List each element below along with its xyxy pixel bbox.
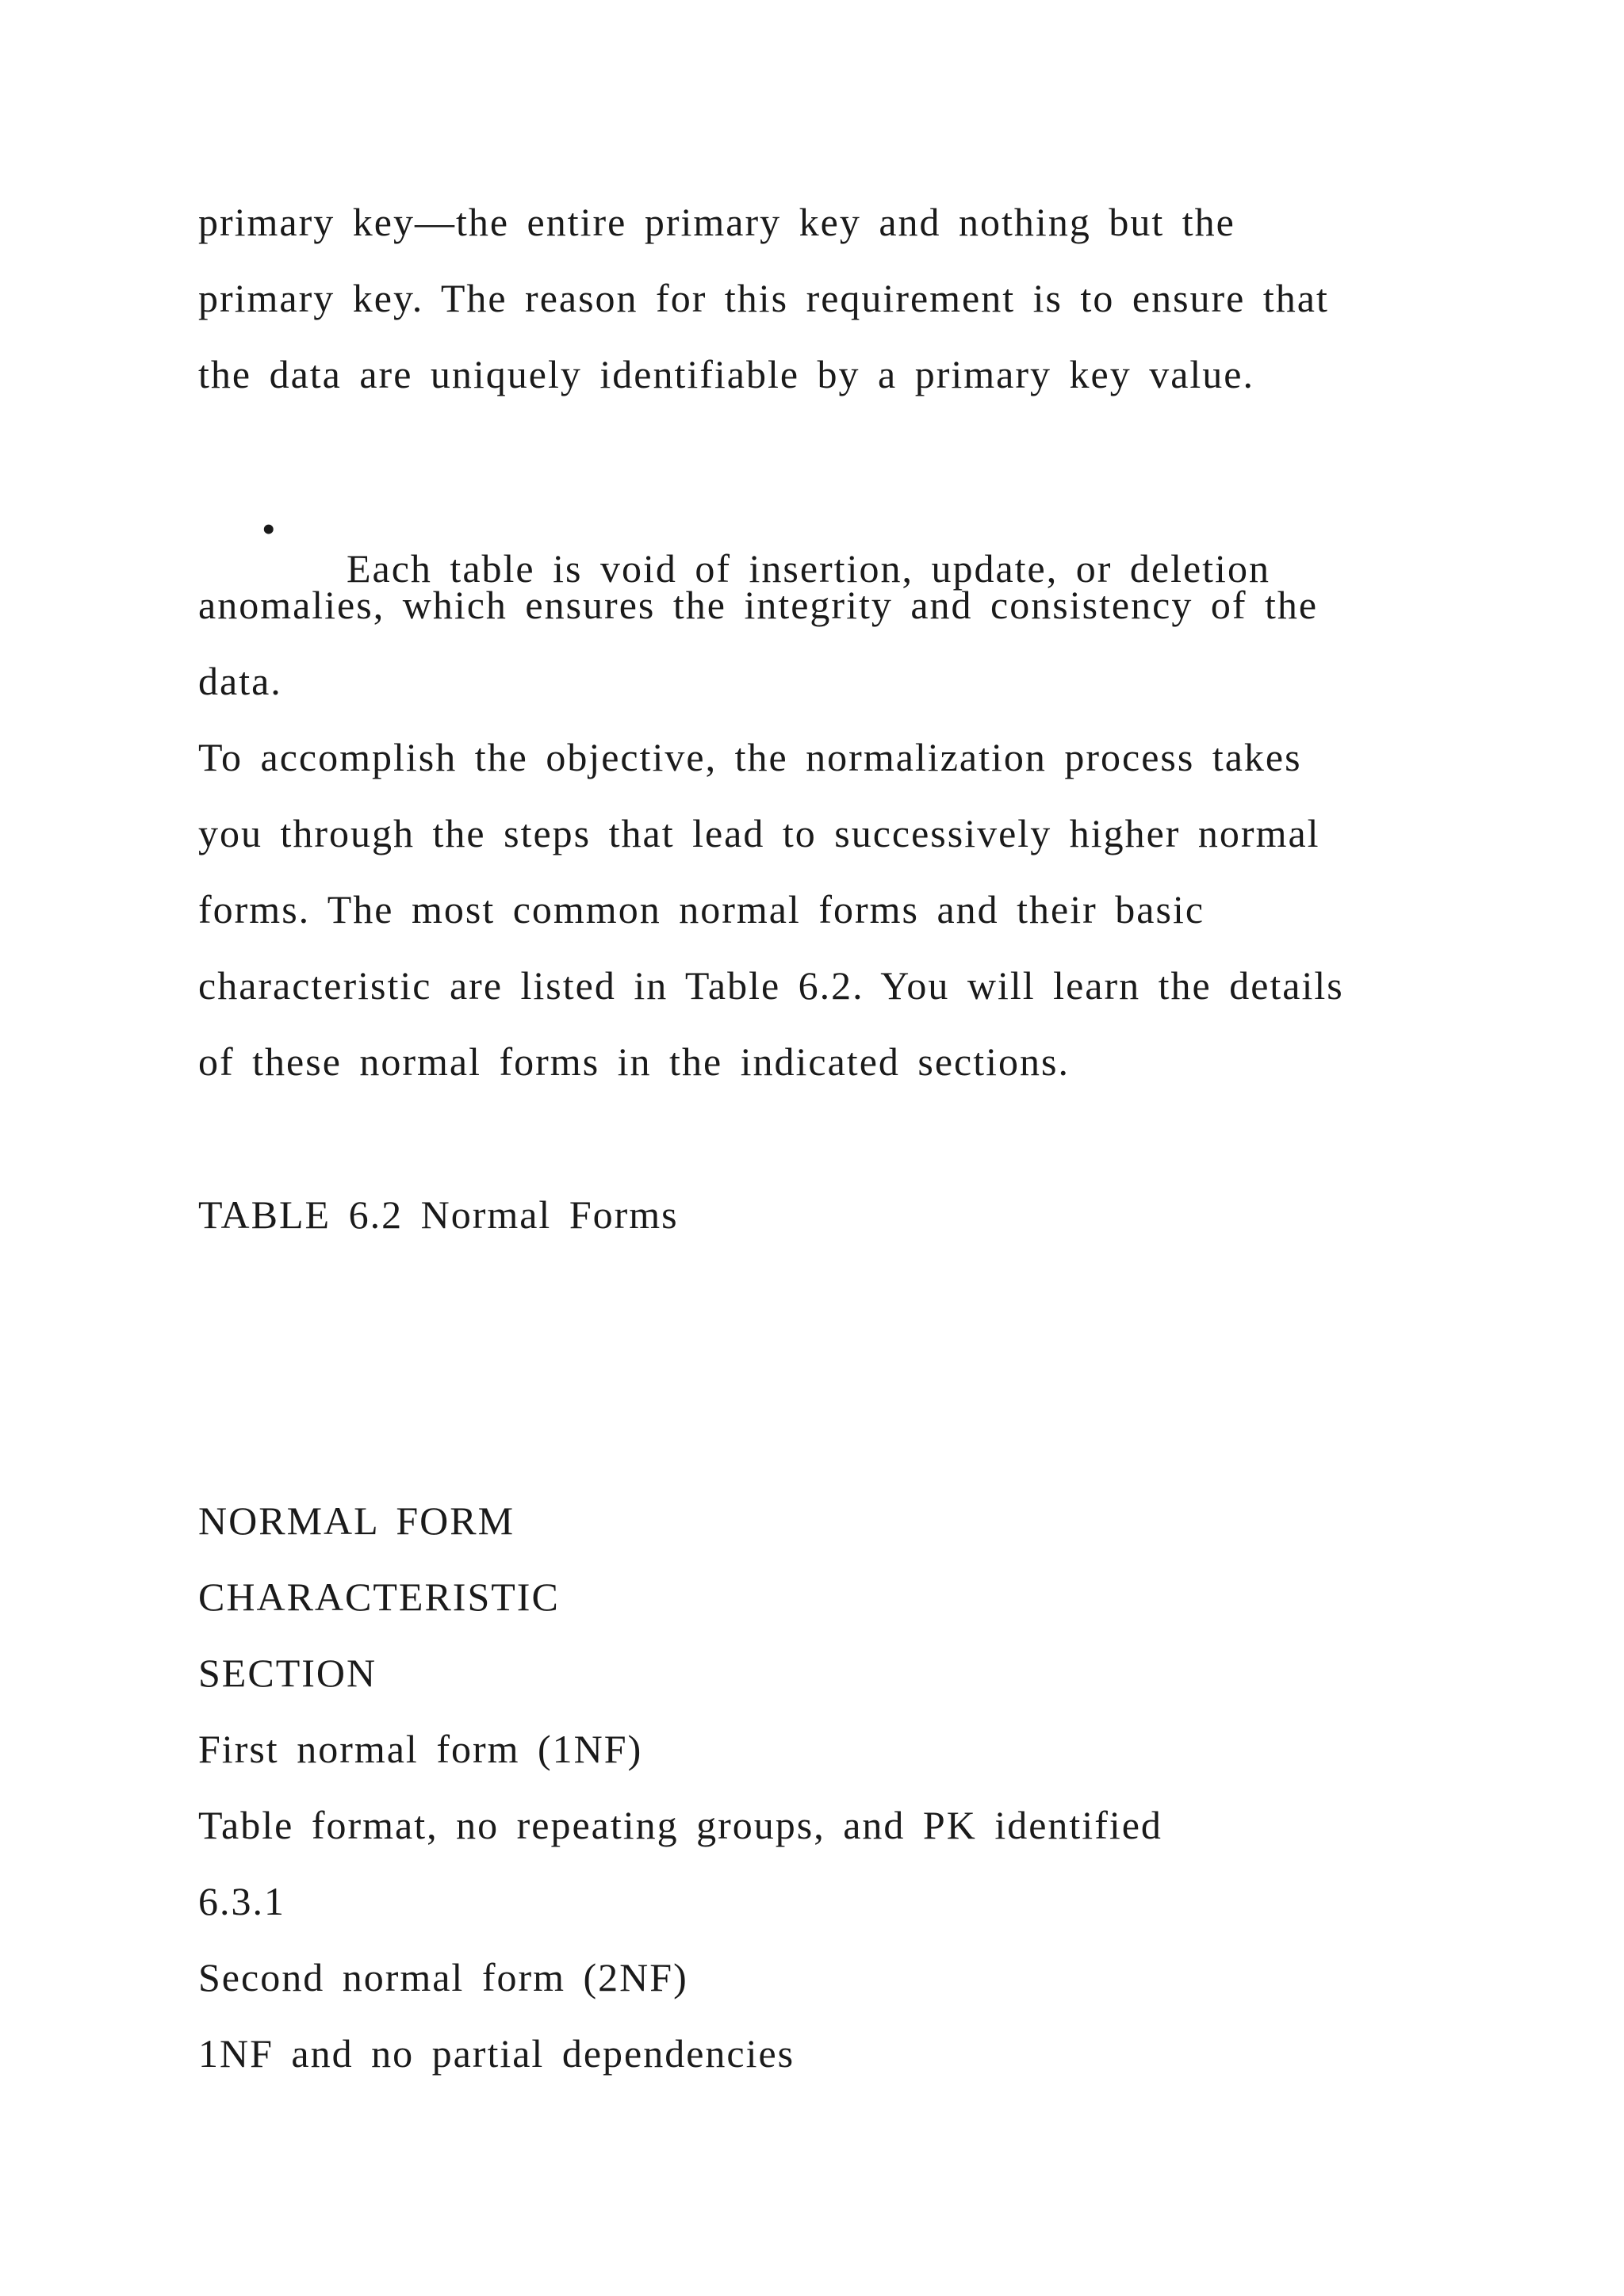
- body-text-line: you through the steps that lead to successively higher normal: [198, 811, 1320, 855]
- body-text-line: characteristic are listed in Table 6.2. You will learn the details: [198, 963, 1344, 1008]
- table-cell-form: First normal form (1NF): [198, 1727, 643, 1771]
- table-cell-section: 6.3.1: [198, 1879, 285, 1923]
- body-text-line: anomalies, which ensures the integrity and consistency of the: [198, 583, 1319, 627]
- table-header-section: SECTION: [198, 1651, 377, 1695]
- table-cell-characteristic: Table format, no repeating groups, and PK identified: [198, 1803, 1162, 1847]
- body-text-line: To accomplish the objective, the normalization process takes: [198, 735, 1302, 779]
- body-text-line: data.: [198, 659, 282, 703]
- table-cell-characteristic: 1NF and no partial dependencies: [198, 2031, 795, 2076]
- table-cell-form: Second normal form (2NF): [198, 1955, 688, 1999]
- body-text-line: the data are uniquely identifiable by a primary key value.: [198, 352, 1254, 396]
- bullet-text-line: Each table is void of insertion, update, or deletion: [347, 546, 1270, 591]
- bullet-icon: •: [262, 507, 278, 551]
- body-text-line: forms. The most common normal forms and their basic: [198, 887, 1205, 932]
- body-text-line: primary key. The reason for this requirement is to ensure that: [198, 276, 1329, 320]
- body-text-line: primary key—the entire primary key and nothing but the: [198, 200, 1235, 244]
- body-text-line: of these normal forms in the indicated sections.: [198, 1039, 1070, 1084]
- table-header-characteristic: CHARACTERISTIC: [198, 1575, 560, 1619]
- table-header-normal-form: NORMAL FORM: [198, 1498, 515, 1543]
- table-caption: TABLE 6.2 Normal Forms: [198, 1192, 679, 1237]
